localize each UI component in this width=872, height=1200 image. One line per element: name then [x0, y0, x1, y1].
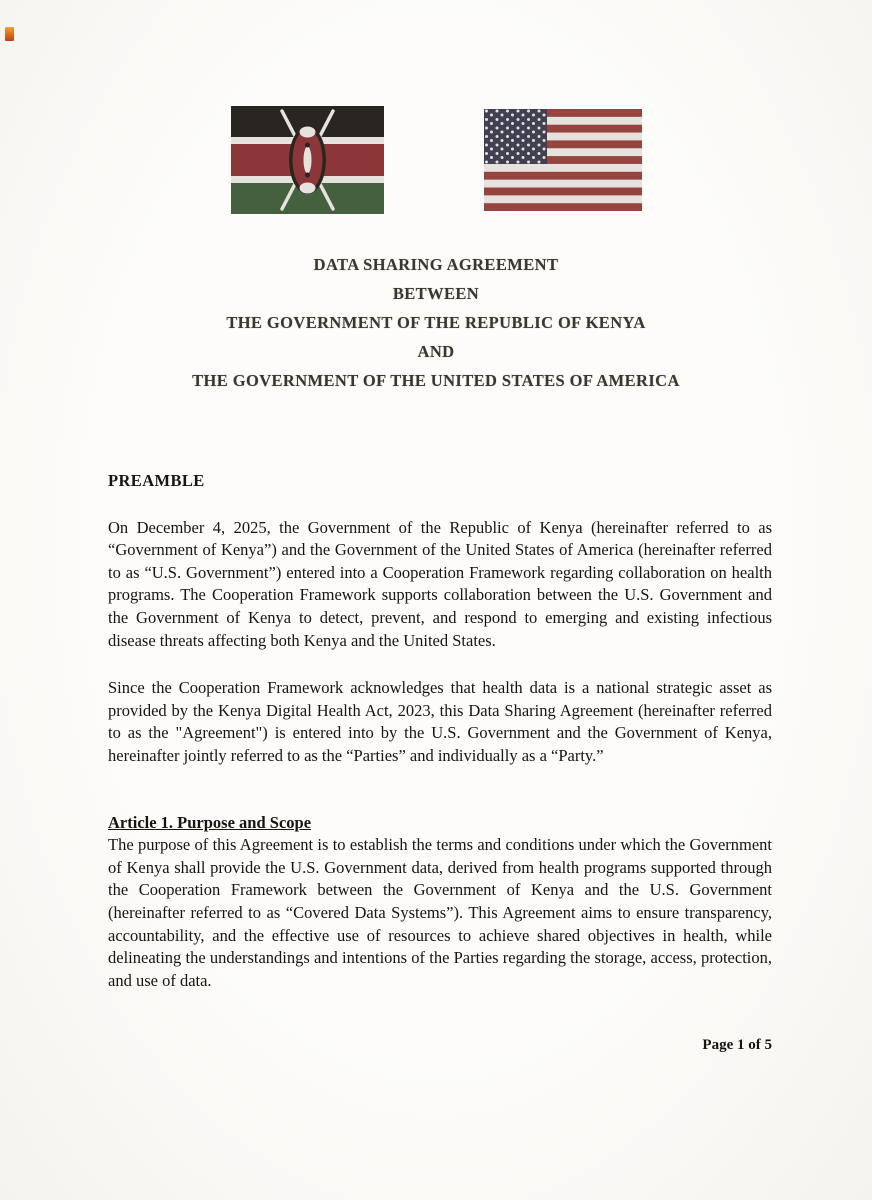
article-1-paragraph: The purpose of this Agreement is to establish the terms and conditions under which the Government of Kenya shall provide the U.S. Government data, derived from health programs supported through the Cooperation Framework between the Government of Kenya and the U.S. Government (hereinafter referred to as “Covered Data Systems”). This Agreement aims to ensure transparency, accountability, and the effective use of resources to achieve shared objectives in health, while delineating the understandings and intentions of the Parties regarding the storage, access, protection, and use of data. — [108, 835, 772, 990]
title-line-3: THE GOVERNMENT OF THE REPUBLIC OF KENYA — [226, 313, 646, 332]
kenya-flag-icon — [231, 106, 384, 214]
document-title-block — [0, 256, 872, 401]
preamble-paragraph-1: On December 4, 2025, the Government of the Republic of Kenya (hereinafter referred to as “Government of Kenya”) and the Government of the United States of America (hereinafter referred to as “U.S. Government”) entered into a Cooperation Framework regarding collaboration on health programs. The Cooperation Framework supports collaboration between the U.S. Government and the Government of Kenya to detect, prevent, and respond to emerging and existing infectious disease threats affecting both Kenya and the United States. — [108, 517, 772, 650]
flags-row — [0, 106, 872, 214]
scan-artifact-icon — [5, 27, 14, 41]
page-number-label: Page 1 of 5 — [702, 1037, 772, 1053]
document-body — [108, 470, 772, 992]
article-1-heading: Article 1. Purpose and Scope — [108, 812, 312, 832]
usa-flag-icon — [484, 109, 642, 211]
title-line-4: AND — [417, 342, 455, 361]
title-line-2: BETWEEN — [392, 284, 480, 303]
preamble-paragraph-2: Since the Cooperation Framework acknowledges that health data is a national strategic asset as provided by the Kenya Digital Health Act, 2023, this Data Sharing Agreement (hereinafter referred to as the "Agreement") is entered into by the U.S. Government and the Government of Kenya, hereinafter jointly referred to as the “Parties” and individually as a “Party.” — [108, 678, 772, 765]
title-line-1: DATA SHARING AGREEMENT — [313, 255, 559, 274]
title-line-5: THE GOVERNMENT OF THE UNITED STATES OF AMERICA — [192, 371, 680, 390]
preamble-heading: PREAMBLE — [108, 471, 205, 490]
